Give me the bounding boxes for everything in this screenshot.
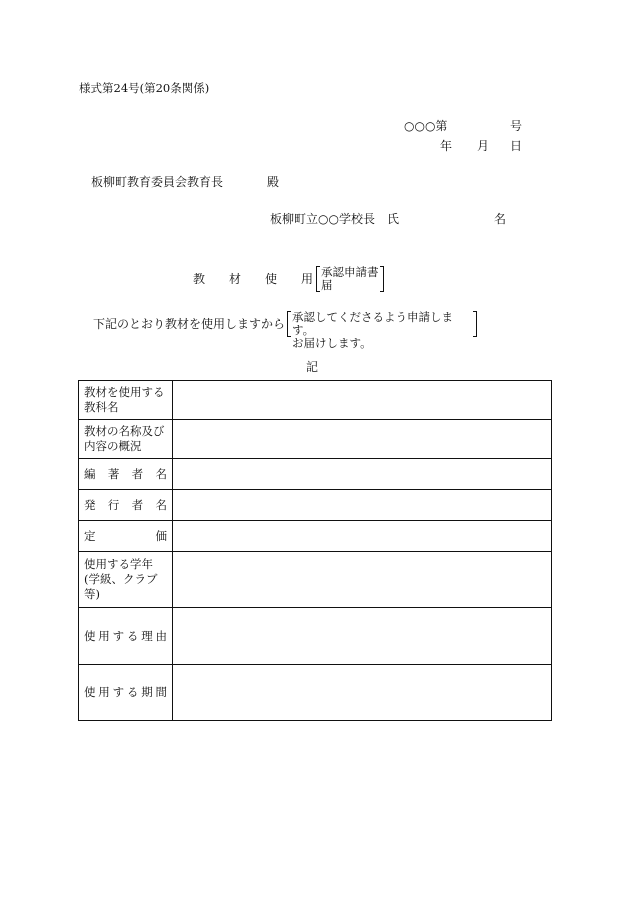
label-line: 使用する学年 [84,557,153,571]
label-line: 等) [84,587,100,601]
form-number: 様式第24号(第20条関係) [79,81,210,95]
details-table [78,380,552,721]
sender-name: 板柳町立○○学校長 氏 [270,212,399,226]
table-row [79,608,552,665]
lead-option: 承認してくださるよう申請します。 [292,310,453,337]
label-char: る [126,628,139,643]
subject-char: 使 [265,272,278,286]
date-day: 日 [509,139,522,153]
label-char: 著 [107,466,120,481]
row-label [79,665,173,721]
label-char: 名 [155,466,167,481]
table-row [79,490,552,521]
label-line: 教材を使用する [84,385,165,399]
label-char: 発 [84,497,96,512]
label-char: 定 [84,528,96,543]
label-char: 使 [84,685,96,699]
row-value-field[interactable] [173,459,552,490]
lead-text: 下記のとおり教材を使用しますから [93,317,286,331]
addressee-name: 板柳町教育委員会教育長 [91,175,224,189]
row-value-field[interactable] [173,490,552,521]
label-char: 理 [141,628,153,643]
row-label [79,420,173,459]
lead-options-bracket [287,310,477,350]
row-value-field[interactable] [173,552,552,608]
label-char: す [112,628,125,643]
row-label [79,459,173,490]
subject-options-bracket [316,266,384,292]
document-number-prefix: ○○○第 [404,119,448,133]
label-char: 間 [155,685,167,699]
row-value-field[interactable] [173,521,552,552]
row-value-field[interactable] [173,608,552,665]
table-row [79,665,552,721]
row-value-field[interactable] [173,381,552,420]
table-row [79,420,552,459]
document-number [404,119,522,133]
row-value-field[interactable] [173,665,552,721]
row-label [79,381,173,420]
label-char: 編 [84,466,96,481]
table-row [79,552,552,608]
label-char: 名 [155,497,167,512]
subject-char: 教 [193,272,206,286]
addressee-honorific: 殿 [267,175,280,189]
date-month: 月 [477,139,490,153]
label-char: 使 [84,628,96,643]
document-subject [193,272,313,286]
date-line [440,139,522,153]
table-row [79,521,552,552]
label-char: 者 [131,497,144,512]
label-char: 由 [155,628,167,643]
table-row [79,381,552,420]
document-number-suffix: 号 [509,119,522,133]
sender-name-suffix: 名 [494,212,507,226]
label-char: 用 [98,685,110,699]
subject-option: 届 [321,278,333,292]
row-value-field[interactable] [173,420,552,459]
label-char: 期 [141,685,153,699]
row-label [79,552,173,608]
label-line: (学級、クラブ [84,572,158,586]
subject-char: 用 [301,272,314,286]
row-label [79,490,173,521]
subject-char: 材 [229,272,242,286]
subject-option: 承認申請書 [321,265,379,279]
label-line: 教材の名称及び [84,424,165,438]
label-char: 行 [107,497,120,512]
ki-heading: 記 [306,360,319,374]
label-char: 価 [155,528,167,543]
date-year: 年 [440,139,453,153]
row-label [79,608,173,665]
label-line: 教科名 [84,400,119,414]
label-char: 者 [131,466,144,481]
label-line: 内容の概況 [84,439,142,453]
table-row [79,459,552,490]
row-label [79,521,173,552]
label-char: る [126,685,139,699]
label-char: す [112,685,125,699]
lead-option: お届けします。 [292,336,372,350]
label-char: 用 [98,628,110,643]
